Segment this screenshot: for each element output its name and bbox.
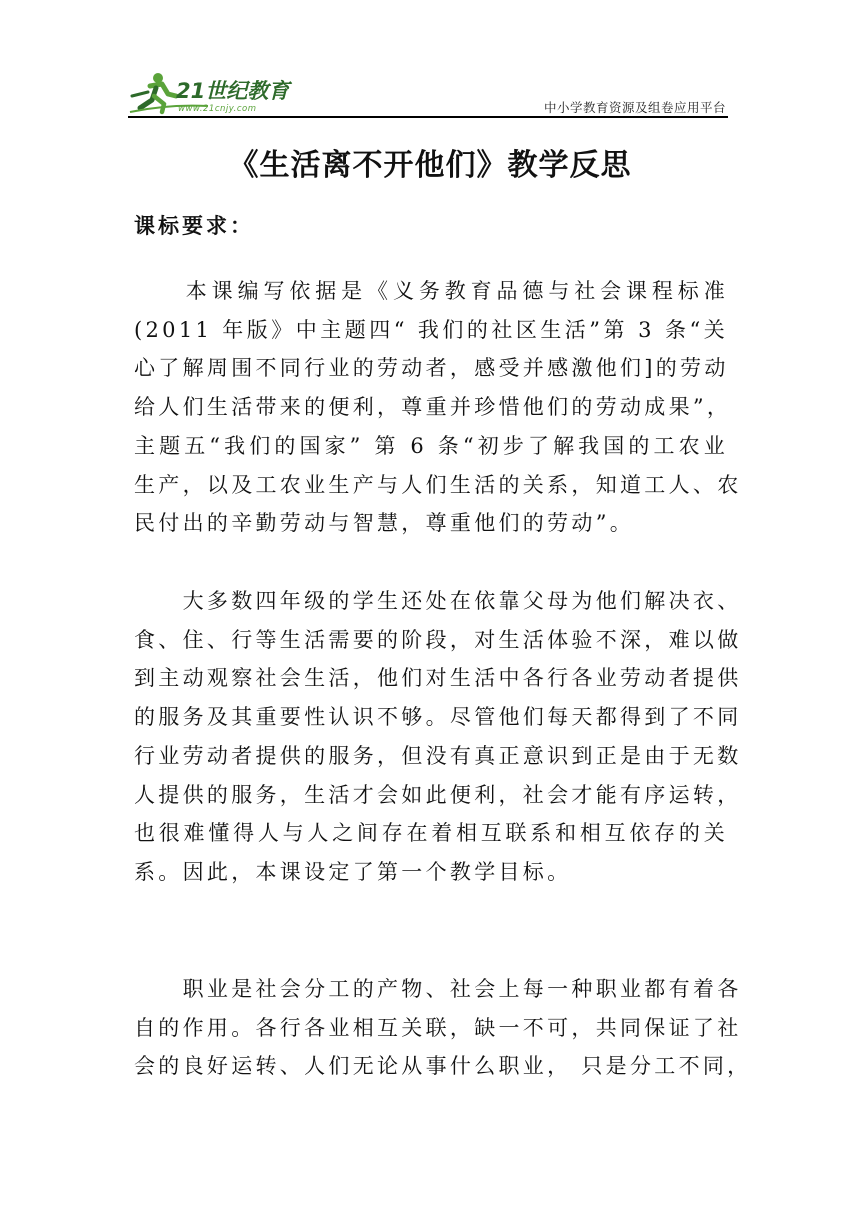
- paragraph-line: 本课编写依据是《义务教育品德与社会课程标准: [134, 279, 728, 303]
- paragraph-line: 心了解周围不同行业的劳动者，感受并感激他们]的劳动: [134, 356, 729, 381]
- paragraph-line: 食、住、行等生活需要的阶段，对生活体验不深，难以做: [134, 627, 742, 652]
- header-divider: [128, 116, 728, 118]
- logo-url: www.21cnjy.com: [178, 104, 257, 114]
- paragraph-line: 自的作用。各行各业相互关联，缺一不可，共同保证了社: [134, 1015, 742, 1040]
- section-heading: 课标要求：: [134, 213, 254, 238]
- paragraph-line: 会的良好运转、人们无论从事什么职业， 只是分工不同，: [134, 1054, 752, 1079]
- paragraph-line: 给人们生活带来的便利，尊重并珍惜他们的劳动成果”，: [134, 395, 732, 420]
- paragraph-line: 生产，以及工农业生产与人们生活的关系，知道工人、农: [134, 472, 742, 497]
- runner-logo-icon: [128, 66, 298, 116]
- paragraph-line: 系。因此，本课设定了第一个教学目标。: [134, 859, 572, 884]
- paragraph-line: 主题五“我们的国家” 第 6 条“初步了解我国的工农业: [134, 433, 728, 458]
- paragraph-line: 的服务及其重要性认识不够。尽管他们每天都得到了不同: [134, 705, 742, 730]
- paragraph-line: 人提供的服务，生活才会如此便利，社会才能有序运转，: [134, 782, 742, 807]
- paragraph-line: 行业劳动者提供的服务，但没有真正意识到正是由于无数: [134, 743, 742, 768]
- paragraph-line: 也很难懂得人与人之间存在着相互联系和相互依存的关: [134, 821, 728, 846]
- paragraph-line: (2011 年版》中主题四“ 我们的社区生活”第 3 条“关: [134, 317, 728, 342]
- page-header: [128, 66, 728, 118]
- paragraph-line: 职业是社会分工的产物、社会上每一种职业都有着各: [134, 977, 742, 1001]
- document-title: 《生活离不开他们》教学反思: [228, 148, 632, 183]
- brand-logo: [128, 66, 298, 116]
- paragraph-2: [134, 582, 742, 892]
- paragraph-line: 大多数四年级的学生还处在依靠父母为他们解决衣、: [134, 589, 742, 613]
- logo-wordmark: 21世纪教育: [176, 79, 290, 103]
- paragraph-line: 民付出的辛勤劳动与智慧，尊重他们的劳动”。: [134, 511, 635, 536]
- paragraph-1: [134, 272, 742, 543]
- paragraph-line: 到主动观察社会生活，他们对生活中各行各业劳动者提供: [134, 666, 742, 691]
- paragraph-3: [134, 970, 752, 1086]
- header-tagline: 中小学教育资源及组卷应用平台: [543, 100, 726, 115]
